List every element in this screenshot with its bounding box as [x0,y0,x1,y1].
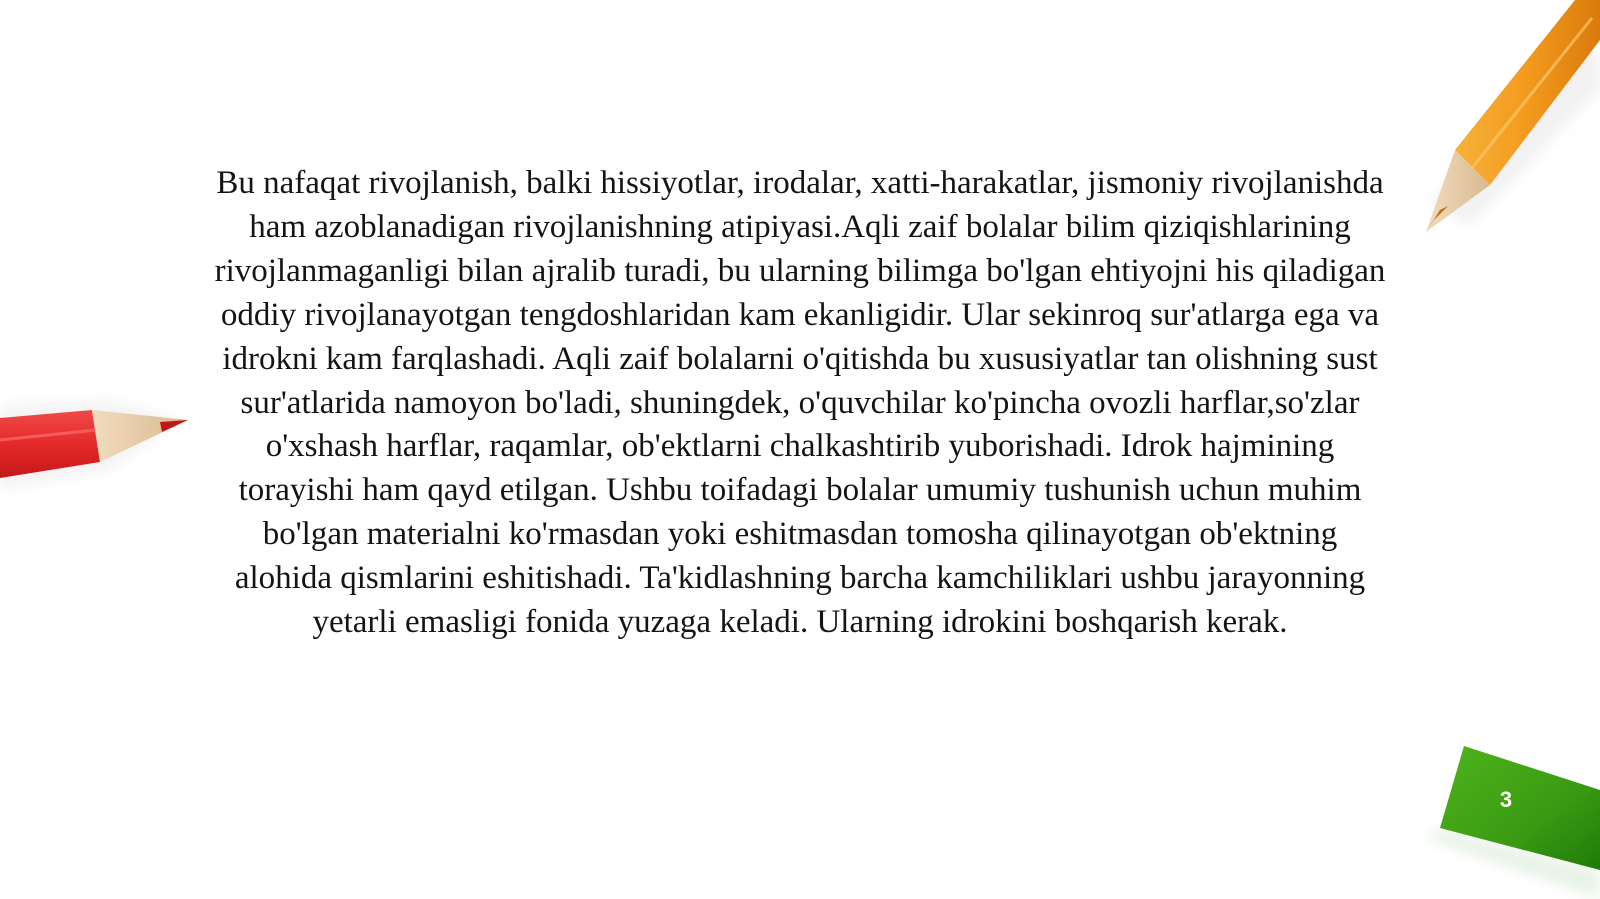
red-pencil-icon [0,400,188,490]
green-tab-shape [1430,746,1600,899]
slide-body-text: Bu nafaqat rivojlanish, balki hissiyotlar, irodalar, xatti-harakatlar, jismoniy rivojlanishda ham azoblanadigan rivojlanishning atipiyasi.Aqli zaif bolalar bilim qiziqishlarining rivojlanmaganligi bilan ajralib turadi, bu ularning bilimga bo'lgan ehtiyojni his qiladigan oddiy rivojlanayotgan tengdoshlaridan kam ekanligidir. Ular sekinroq sur'atlarga ega va idrokni kam farqlashadi. Aqli zaif bolalarni o'qitishda bu xususiyatlar tan olishning sust sur'atlarida namoyon bo'ladi, shuningdek, o'quvchilar ko'pincha ovozli harflar,so'zlar o'xshash harflar, raqamlar, ob'ektlarni chalkashtirib yuborishadi. Idrok hajmining torayishi ham qayd etilgan. Ushbu toifadagi bolalar umumiy tushunish uchun muhim bo'lgan materialni ko'rmasdan yoki eshitmasdan tomosha qilinayotgan ob'ektning alohida qismlarini eshitishadi. Ta'kidlashning barcha kamchiliklari ushbu jarayonning yetarli emasligi fonida yuzaga keladi. Ularning idrokini boshqarish kerak. [214,165,1386,641]
orange-pencil-icon [1426,0,1600,232]
page-number: 3 [1499,787,1513,812]
